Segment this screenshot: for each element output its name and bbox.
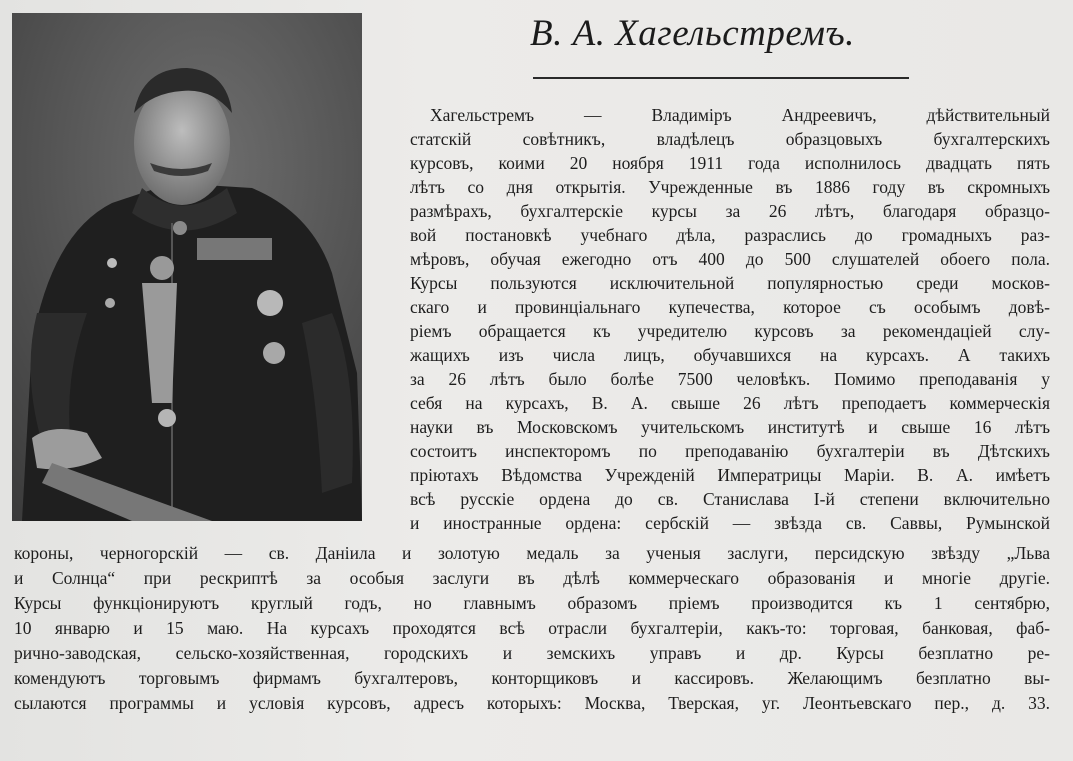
text-line: 10 январю и 15 маю. На курсахъ проходятся всѣ отрасли бухгалтеріи, какъ-то: торговая, банковая, фаб- bbox=[14, 618, 1050, 638]
text-line: всѣ русскіе ордена до св. Станислава I-й степени включительно bbox=[410, 489, 1050, 509]
text-line: себя на курсахъ, В. А. свыше 26 лѣтъ преподаетъ коммерческія bbox=[410, 393, 1050, 413]
text-line: Курсы функціонируютъ круглый годъ, но главнымъ образомъ пріемъ производится къ 1 сентябрю, bbox=[14, 593, 1050, 613]
text-line: пріютахъ Вѣдомства Учрежденій Императрицы Маріи. В. А. имѣетъ bbox=[410, 465, 1050, 485]
text-line: сылаются программы и условія курсовъ, адресъ которыхъ: Москва, Тверская, уг. Леонтьевскаго пер., д. 33. bbox=[14, 693, 1050, 713]
text-line: лѣтъ со дня открытія. Учрежденные въ 1886 году въ скромныхъ bbox=[410, 177, 1050, 197]
portrait-image bbox=[12, 13, 362, 521]
text-line: короны, черногорскій — св. Даніила и золотую медаль за ученыя заслуги, персидскую звѣзду „Льва bbox=[14, 543, 1050, 563]
text-line: комендуютъ торговымъ фирмамъ бухгалтеровъ, конторщиковъ и кассировъ. Желающимъ безплатно вы- bbox=[14, 668, 1050, 688]
text-line: мѣровъ, обучая ежегодно отъ 400 до 500 слушателей обоего пола. bbox=[410, 249, 1050, 269]
article-title: В. А. Хагельстремъ. bbox=[530, 13, 855, 54]
text-line: размѣрахъ, бухгалтерскіе курсы за 26 лѣтъ, благодаря образцо- bbox=[410, 201, 1050, 221]
text-line: Курсы пользуются исключительной популярностью среди москов- bbox=[410, 273, 1050, 293]
text-line: и иностранные ордена: сербскій — звѣзда св. Саввы, Румынской bbox=[410, 513, 1050, 533]
text-line: ріемъ обращается къ учредителю курсовъ за рекомендаціей слу- bbox=[410, 321, 1050, 341]
title-divider bbox=[533, 77, 909, 79]
text-line: Хагельстремъ — Владиміръ Андреевичъ, дѣйствительный bbox=[430, 105, 1050, 125]
text-line: науки въ Московскомъ учительскомъ институтѣ и свыше 16 лѣтъ bbox=[410, 417, 1050, 437]
text-line: жащихъ изъ числа лицъ, обучавшихся на курсахъ. А такихъ bbox=[410, 345, 1050, 365]
text-line: за 26 лѣтъ было болѣе 7500 человѣкъ. Помимо преподаванія у bbox=[410, 369, 1050, 389]
text-line: курсовъ, коими 20 ноября 1911 года исполнилось двадцать пять bbox=[410, 153, 1050, 173]
text-line: вой постановкѣ учебнаго дѣла, разраслись до громадныхъ раз- bbox=[410, 225, 1050, 245]
text-line: состоитъ инспекторомъ по преподаванію бухгалтеріи въ Дѣтскихъ bbox=[410, 441, 1050, 461]
text-line: статскій совѣтникъ, владѣлецъ образцовыхъ бухгалтерскихъ bbox=[410, 129, 1050, 149]
text-line: скаго и провинціальнаго купечества, которое съ особымъ довѣ- bbox=[410, 297, 1050, 317]
portrait-photo bbox=[12, 13, 362, 521]
text-line: рично-заводская, сельско-хозяйственная, городскихъ и земскихъ управъ и др. Курсы безплатно ре- bbox=[14, 643, 1050, 663]
text-line: и Солнца“ при рескриптѣ за особыя заслуги въ дѣлѣ коммерческаго образованія и многіе другіе. bbox=[14, 568, 1050, 588]
